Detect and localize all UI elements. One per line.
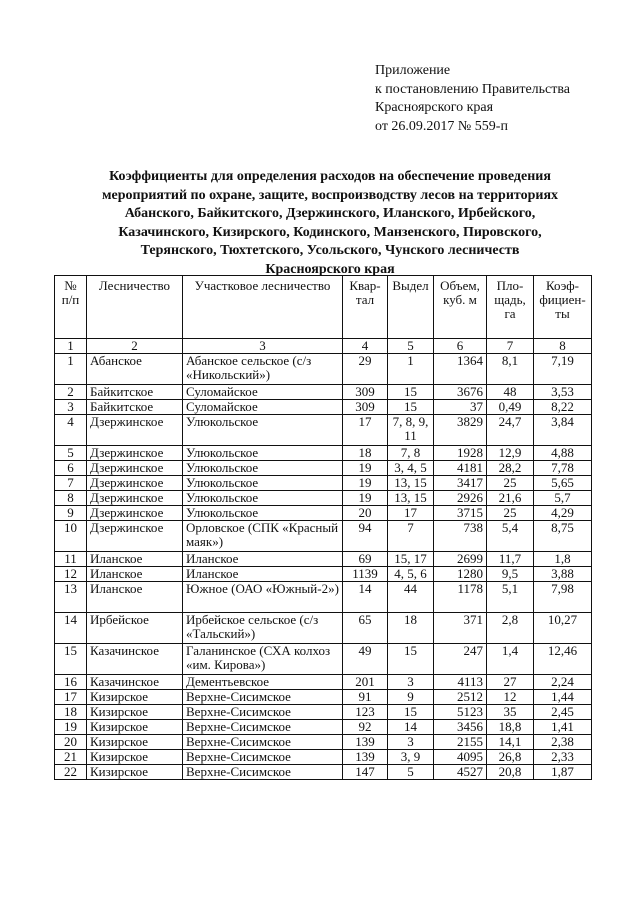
area-cell: 2,8 — [487, 613, 534, 644]
coefficient-cell: 5,65 — [534, 476, 592, 491]
column-number: 6 — [434, 339, 487, 354]
forestry-cell: Абанское — [87, 354, 183, 385]
coefficient-cell: 1,8 — [534, 552, 592, 567]
district-cell: Суломайское — [183, 385, 343, 400]
column-number: 8 — [534, 339, 592, 354]
header-kvartal: Квар-тал — [343, 276, 388, 339]
coefficient-cell: 7,98 — [534, 582, 592, 613]
kvartal-cell: 20 — [343, 506, 388, 521]
vydel-cell: 13, 15 — [388, 476, 434, 491]
district-cell: Улюкольское — [183, 491, 343, 506]
coefficient-cell: 12,46 — [534, 644, 592, 675]
district-cell: Улюкольское — [183, 461, 343, 476]
kvartal-cell: 19 — [343, 476, 388, 491]
district-cell: Улюкольское — [183, 476, 343, 491]
vydel-cell: 7, 8 — [388, 446, 434, 461]
area-cell: 5,4 — [487, 521, 534, 552]
header-vydel: Выдел — [388, 276, 434, 339]
column-number: 5 — [388, 339, 434, 354]
table-row — [55, 675, 592, 690]
district-cell: Суломайское — [183, 400, 343, 415]
coefficient-cell: 8,75 — [534, 521, 592, 552]
forestry-cell: Байкитское — [87, 400, 183, 415]
row-number: 17 — [55, 690, 87, 705]
vydel-cell: 15 — [388, 400, 434, 415]
kvartal-cell: 94 — [343, 521, 388, 552]
vydel-cell: 18 — [388, 613, 434, 644]
kvartal-cell: 19 — [343, 491, 388, 506]
forestry-cell: Дзержинское — [87, 415, 183, 446]
area-cell: 8,1 — [487, 354, 534, 385]
title-line: Красноярского края — [265, 261, 395, 277]
coefficient-cell: 3,53 — [534, 385, 592, 400]
row-number: 21 — [55, 750, 87, 765]
kvartal-cell: 19 — [343, 461, 388, 476]
table-row — [55, 521, 592, 552]
district-cell: Южное (ОАО «Южный-2») — [183, 582, 343, 613]
volume-cell: 2699 — [434, 552, 487, 567]
district-cell: Ирбейское сельское (с/з «Тальский») — [183, 613, 343, 644]
row-number: 22 — [55, 765, 87, 780]
coefficient-cell: 1,44 — [534, 690, 592, 705]
vydel-cell: 15, 17 — [388, 552, 434, 567]
vydel-cell: 44 — [388, 582, 434, 613]
volume-cell: 2512 — [434, 690, 487, 705]
kvartal-cell: 92 — [343, 720, 388, 735]
column-number: 4 — [343, 339, 388, 354]
volume-cell: 4527 — [434, 765, 487, 780]
coefficient-cell: 2,33 — [534, 750, 592, 765]
vydel-cell: 7, 8, 9, 11 — [388, 415, 434, 446]
row-number: 2 — [55, 385, 87, 400]
title-line: Коэффициенты для определения расходов на обеспечение проведения — [109, 169, 551, 184]
title-line: Казачинского, Кизирского, Кодинского, Манзенского, Пировского, — [118, 224, 542, 240]
forestry-cell: Казачинское — [87, 675, 183, 690]
appendix-line: Приложение — [375, 63, 451, 78]
column-number: 1 — [55, 339, 87, 354]
kvartal-cell: 139 — [343, 735, 388, 750]
vydel-cell: 7 — [388, 521, 434, 552]
forestry-cell: Кизирское — [87, 690, 183, 705]
coefficient-cell: 4,29 — [534, 506, 592, 521]
district-cell: Иланское — [183, 567, 343, 582]
coefficient-cell: 4,88 — [534, 446, 592, 461]
kvartal-cell: 123 — [343, 705, 388, 720]
coefficient-cell: 5,7 — [534, 491, 592, 506]
area-cell: 9,5 — [487, 567, 534, 582]
row-number: 9 — [55, 506, 87, 521]
area-cell: 12,9 — [487, 446, 534, 461]
volume-cell: 1280 — [434, 567, 487, 582]
area-cell: 20,8 — [487, 765, 534, 780]
forestry-cell: Дзержинское — [87, 506, 183, 521]
forestry-cell: Дзержинское — [87, 446, 183, 461]
vydel-cell: 9 — [388, 690, 434, 705]
volume-cell: 3676 — [434, 385, 487, 400]
area-cell: 25 — [487, 476, 534, 491]
forestry-cell: Дзержинское — [87, 521, 183, 552]
volume-cell: 738 — [434, 521, 487, 552]
area-cell: 1,4 — [487, 644, 534, 675]
coefficient-cell: 3,84 — [534, 415, 592, 446]
forestry-cell: Иланское — [87, 552, 183, 567]
district-cell: Верхне-Сисимское — [183, 750, 343, 765]
vydel-cell: 3, 4, 5 — [388, 461, 434, 476]
area-cell: 14,1 — [487, 735, 534, 750]
row-number: 8 — [55, 491, 87, 506]
appendix-line: от 26.09.2017 № 559-п — [375, 118, 508, 134]
table-row — [55, 644, 592, 675]
vydel-cell: 13, 15 — [388, 491, 434, 506]
coefficient-cell: 2,45 — [534, 705, 592, 720]
column-number: 2 — [87, 339, 183, 354]
forestry-cell: Кизирское — [87, 735, 183, 750]
kvartal-cell: 1139 — [343, 567, 388, 582]
vydel-cell: 4, 5, 6 — [388, 567, 434, 582]
header-forestry: Лесничество — [87, 276, 183, 339]
district-cell: Орловское (СПК «Красный маяк») — [183, 521, 343, 552]
district-cell: Верхне-Сисимское — [183, 690, 343, 705]
area-cell: 24,7 — [487, 415, 534, 446]
appendix-line: к постановлению Правительства — [375, 81, 571, 97]
kvartal-cell: 18 — [343, 446, 388, 461]
row-number: 6 — [55, 461, 87, 476]
area-cell: 11,7 — [487, 552, 534, 567]
title-line: мероприятий по охране, защите, воспроизводству лесов на территориях — [101, 187, 559, 203]
kvartal-cell: 29 — [343, 354, 388, 385]
volume-cell: 247 — [434, 644, 487, 675]
row-number: 11 — [55, 552, 87, 567]
kvartal-cell: 14 — [343, 582, 388, 613]
vydel-cell: 5 — [388, 765, 434, 780]
forestry-cell: Иланское — [87, 567, 183, 582]
header-number: № п/п — [55, 276, 87, 339]
table-row — [55, 415, 592, 446]
district-cell: Верхне-Сисимское — [183, 705, 343, 720]
coefficient-cell: 1,41 — [534, 720, 592, 735]
row-number: 10 — [55, 521, 87, 552]
kvartal-cell: 17 — [343, 415, 388, 446]
document-title — [60, 168, 600, 279]
kvartal-cell: 49 — [343, 644, 388, 675]
area-cell: 26,8 — [487, 750, 534, 765]
table-row — [55, 735, 592, 750]
forestry-cell: Иланское — [87, 582, 183, 613]
table-body — [55, 354, 592, 780]
district-cell: Галанинское (СХА колхоз «им. Кирова») — [183, 644, 343, 675]
vydel-cell: 3 — [388, 675, 434, 690]
table-row — [55, 582, 592, 613]
vydel-cell: 14 — [388, 720, 434, 735]
volume-cell: 371 — [434, 613, 487, 644]
area-cell: 21,6 — [487, 491, 534, 506]
volume-cell: 1364 — [434, 354, 487, 385]
coefficient-cell: 2,38 — [534, 735, 592, 750]
row-number: 16 — [55, 675, 87, 690]
row-number: 13 — [55, 582, 87, 613]
volume-cell: 2155 — [434, 735, 487, 750]
row-number: 5 — [55, 446, 87, 461]
coefficient-cell: 7,78 — [534, 461, 592, 476]
forestry-cell: Дзержинское — [87, 461, 183, 476]
district-cell: Верхне-Сисимское — [183, 720, 343, 735]
district-cell: Улюкольское — [183, 415, 343, 446]
column-number: 3 — [183, 339, 343, 354]
vydel-cell: 15 — [388, 644, 434, 675]
district-cell: Абанское сельское (с/з «Никольский») — [183, 354, 343, 385]
kvartal-cell: 201 — [343, 675, 388, 690]
district-cell: Верхне-Сисимское — [183, 735, 343, 750]
forestry-cell: Кизирское — [87, 705, 183, 720]
volume-cell: 3829 — [434, 415, 487, 446]
kvartal-cell: 309 — [343, 385, 388, 400]
district-cell: Улюкольское — [183, 446, 343, 461]
table-row — [55, 613, 592, 644]
kvartal-cell: 147 — [343, 765, 388, 780]
forestry-cell: Кизирское — [87, 750, 183, 765]
row-number: 15 — [55, 644, 87, 675]
table-header-row — [55, 276, 592, 339]
table-row — [55, 491, 592, 506]
forestry-cell: Дзержинское — [87, 491, 183, 506]
header-coefficient: Коэф-фициен-ты — [534, 276, 592, 339]
table-row — [55, 705, 592, 720]
forestry-cell: Казачинское — [87, 644, 183, 675]
volume-cell: 3456 — [434, 720, 487, 735]
forestry-cell: Байкитское — [87, 385, 183, 400]
kvartal-cell: 69 — [343, 552, 388, 567]
district-cell: Иланское — [183, 552, 343, 567]
kvartal-cell: 139 — [343, 750, 388, 765]
area-cell: 18,8 — [487, 720, 534, 735]
forestry-cell: Дзержинское — [87, 476, 183, 491]
vydel-cell: 3, 9 — [388, 750, 434, 765]
table-row — [55, 552, 592, 567]
table-row — [55, 354, 592, 385]
volume-cell: 4113 — [434, 675, 487, 690]
table-row — [55, 506, 592, 521]
volume-cell: 1178 — [434, 582, 487, 613]
row-number: 20 — [55, 735, 87, 750]
coefficient-cell: 7,19 — [534, 354, 592, 385]
title-line: Абанского, Байкитского, Дзержинского, Иланского, Ирбейского, — [124, 206, 536, 221]
coefficients-table — [54, 275, 592, 780]
row-number: 1 — [55, 354, 87, 385]
volume-cell: 3417 — [434, 476, 487, 491]
area-cell: 12 — [487, 690, 534, 705]
row-number: 12 — [55, 567, 87, 582]
forestry-cell: Ирбейское — [87, 613, 183, 644]
row-number: 7 — [55, 476, 87, 491]
vydel-cell: 17 — [388, 506, 434, 521]
row-number: 18 — [55, 705, 87, 720]
district-cell: Верхне-Сисимское — [183, 765, 343, 780]
coefficient-cell: 10,27 — [534, 613, 592, 644]
coefficient-cell: 8,22 — [534, 400, 592, 415]
volume-cell: 2926 — [434, 491, 487, 506]
district-cell: Улюкольское — [183, 506, 343, 521]
area-cell: 27 — [487, 675, 534, 690]
volume-cell: 4095 — [434, 750, 487, 765]
volume-cell: 4181 — [434, 461, 487, 476]
table-row — [55, 400, 592, 415]
area-cell: 48 — [487, 385, 534, 400]
table-row — [55, 461, 592, 476]
area-cell: 35 — [487, 705, 534, 720]
table-row — [55, 567, 592, 582]
coefficient-cell: 1,87 — [534, 765, 592, 780]
table-row — [55, 446, 592, 461]
vydel-cell: 3 — [388, 735, 434, 750]
column-number: 7 — [487, 339, 534, 354]
header-volume: Объем, куб. м — [434, 276, 487, 339]
table-row — [55, 690, 592, 705]
appendix-line: Красноярского края — [375, 100, 494, 115]
district-cell: Дементьевское — [183, 675, 343, 690]
header-district: Участковое лесничество — [183, 276, 343, 339]
forestry-cell: Кизирское — [87, 765, 183, 780]
forestry-cell: Кизирское — [87, 720, 183, 735]
table-row — [55, 765, 592, 780]
column-number-row — [55, 339, 592, 354]
volume-cell: 5123 — [434, 705, 487, 720]
header-area: Пло-щадь, га — [487, 276, 534, 339]
title-line: Терянского, Тюхтетского, Усольского, Чунского лесничеств — [140, 243, 520, 258]
row-number: 19 — [55, 720, 87, 735]
row-number: 4 — [55, 415, 87, 446]
coefficient-cell: 3,88 — [534, 567, 592, 582]
vydel-cell: 1 — [388, 354, 434, 385]
coefficient-cell: 2,24 — [534, 675, 592, 690]
row-number: 3 — [55, 400, 87, 415]
vydel-cell: 15 — [388, 705, 434, 720]
volume-cell: 3715 — [434, 506, 487, 521]
volume-cell: 37 — [434, 400, 487, 415]
table-row — [55, 385, 592, 400]
table-row — [55, 750, 592, 765]
table-row — [55, 720, 592, 735]
area-cell: 25 — [487, 506, 534, 521]
appendix-block — [375, 62, 570, 136]
kvartal-cell: 309 — [343, 400, 388, 415]
area-cell: 5,1 — [487, 582, 534, 613]
volume-cell: 1928 — [434, 446, 487, 461]
kvartal-cell: 65 — [343, 613, 388, 644]
table-row — [55, 476, 592, 491]
kvartal-cell: 91 — [343, 690, 388, 705]
area-cell: 28,2 — [487, 461, 534, 476]
area-cell: 0,49 — [487, 400, 534, 415]
vydel-cell: 15 — [388, 385, 434, 400]
row-number: 14 — [55, 613, 87, 644]
